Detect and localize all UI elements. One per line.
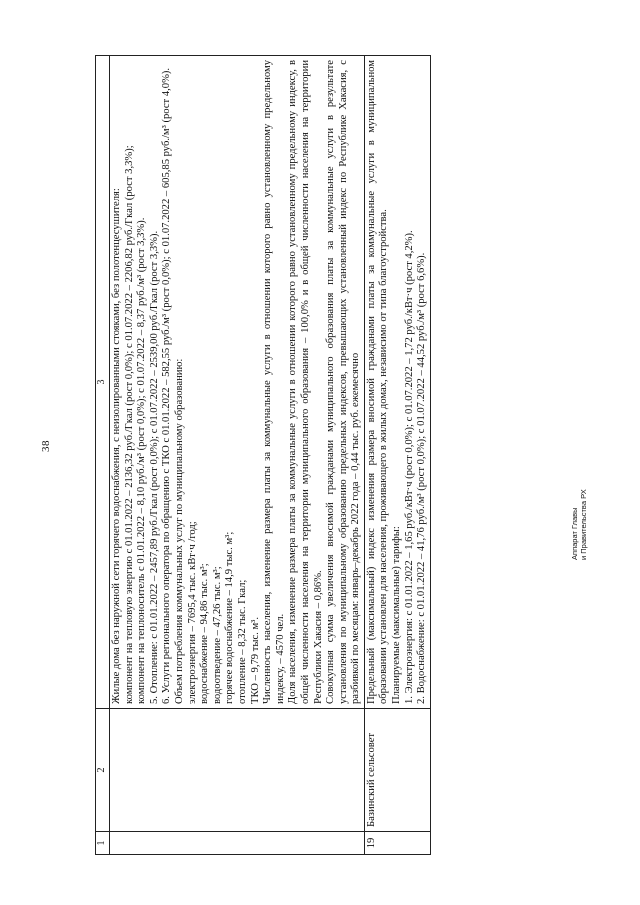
header-col-3: 3 xyxy=(96,56,110,709)
tariff-details-cell xyxy=(364,56,430,709)
tariff-details-cell xyxy=(110,56,365,709)
text-line: водоотведение – 47,26 тыс. м³; xyxy=(211,566,223,704)
text-line: Объем потребления коммунальных услуг по муниципальному образованию: xyxy=(173,358,185,704)
rotated-table-sheet xyxy=(95,55,605,855)
text-line: горячее водоснабжение – 14,9 тыс. м³; xyxy=(224,531,236,704)
text-line: компонент на теплоноситель с 01.01.2022 – 8,10 руб./м³ (рост 0,0%); с 01.07.2022 – 8,37 руб./м³ (рост 3,3%). xyxy=(136,217,148,704)
row-number-cell xyxy=(110,832,365,855)
stamp-line-1: Аппарат Главы xyxy=(570,507,579,560)
text-line: 1. Электроэнергия: с 01.01.2022 – 1,65 руб./кВт·ч (рост 0,0%); с 01.07.2022 – 1,72 руб./кВт·ч (рост 4,2%). xyxy=(403,230,415,704)
text-line: Совокупная сумма увеличения вносимой гражданами муниципального образования платы за коммунальные услуги в результате установления по муниципальному образованию предельных индексов, превышающих установленный индекс по Республике Хакасия, с разбивкой по месяцам: январь–декабрь 2022 года – 0,44 тыс. руб. ежемесячно xyxy=(325,60,362,704)
tariff-table xyxy=(95,55,431,855)
table-header-row xyxy=(96,56,110,855)
text-line: 5. Отопление: с 01.01.2022 – 2457,89 руб./Гкал (рост 0,0%); с 01.07.2022 – 2539,00 руб./Гкал (рост 3,3%). xyxy=(148,230,160,704)
text-line: Доля населения, изменение размера платы за коммунальные услуги в отношении которого равно установленному предельному индексу, в общей численности населения на территории муниципального образования – 100,0% и в общей численности населения на территории Республики Хакасия – 0,86%. xyxy=(287,60,324,704)
text-line: электроэнергия – 7695,4 тыс. кВт·ч /год; xyxy=(186,521,198,704)
row-number-cell: 19 xyxy=(364,832,430,855)
text-line: 6. Услуги регионального оператора по обращению с ТКО с 01.01.2022 – 582,55 руб./м³ (рост 0,0%); с 01.07.2022 – 605,85 руб./м³ (рост 4,0%). xyxy=(161,67,173,704)
table-row-19 xyxy=(364,56,430,855)
text-line: Численность населения, изменение размера платы за коммунальные услуги в отношении которого равно установленному предельному индексу, – 4570 чел. xyxy=(262,60,286,704)
header-col-2: 2 xyxy=(96,709,110,832)
text-line: 2. Водоснабжение: с 01.01.2022 – 41,76 руб./м³ (рост 0,0%); с 01.07.2022 – 44,52 руб./м³ (рост 6,6%). xyxy=(416,252,428,704)
text-line: ТКО – 9,79 тыс. м³. xyxy=(249,617,261,704)
page-number: 38 xyxy=(40,440,52,452)
municipality-cell: Базинский сельсовет xyxy=(364,709,430,832)
text-line: водоснабжение – 94,86 тыс. м³; xyxy=(199,563,211,704)
text-line: Планируемые (максимальные) тарифы: xyxy=(391,526,403,704)
text-line: компонент на тепловую энергию с 01.01.2022 – 2136,32 руб./Гкал (рост 0,0%); с 01.07.2022 – 2206,82 руб./Гкал (рост 3,3%); xyxy=(123,145,135,704)
text-line: Предельный (максимальный) индекс изменения размера вносимой гражданами платы за коммунальные услуги в муниципальном образовании установлен для населения, проживающего в жилых домах, независимо от типа благоустройства. xyxy=(365,60,390,704)
text-line: отопление – 8,32 тыс. Гкал; xyxy=(236,579,248,704)
stamp-line-2: и Правительства РХ xyxy=(579,489,588,560)
municipality-cell xyxy=(110,709,365,832)
table-row-continuation xyxy=(110,56,365,855)
text-line: Жилые дома без наружной сети горячего водоснабжения, с неизолированными стояками, без полотенцесушителя: xyxy=(111,188,122,704)
header-col-1: 1 xyxy=(96,832,110,855)
